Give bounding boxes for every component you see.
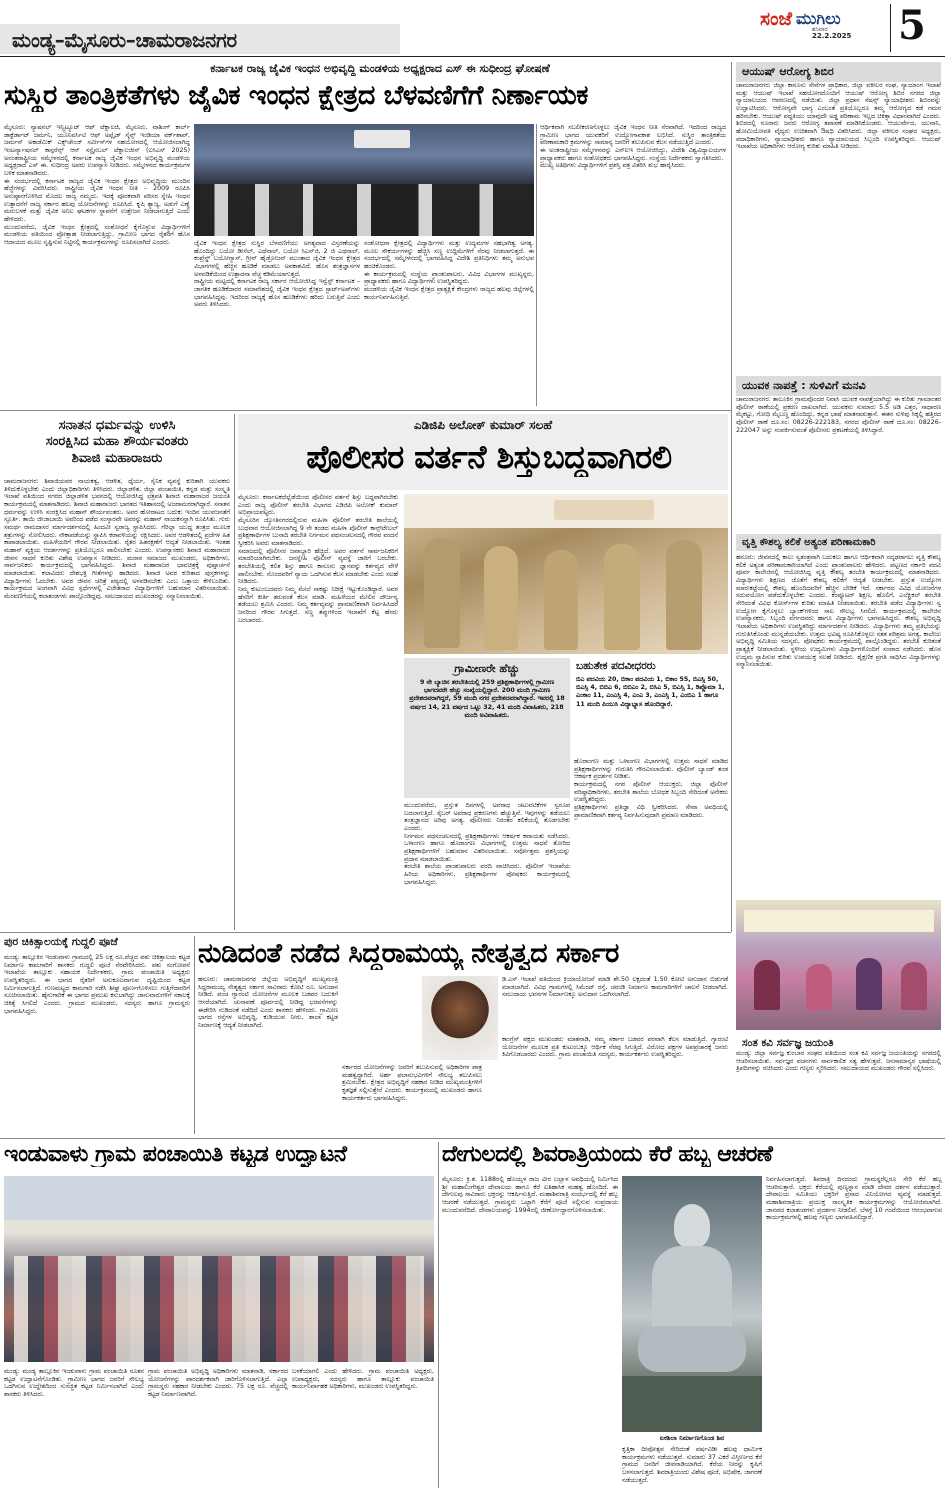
story1-col4: ಆರ್ಥಿಕವಾಗಿ ಸಬಲೀಕರಣಗೊಳ್ಳಲು ಜೈವಿಕ ಇಂಧನ ನೀತಿ ನೆರವಾಗಿದೆ. ಇದರಿಂದ ರಾಜ್ಯದ ಗ್ರಾಮೀಣ ಭಾಗದ ಯುವಕರಿಗೆ ಉದ್ಯೋಗಾವಕಾಶ ಲಭಿಸಿದೆ. ಸುಸ್ಥಿರ ತಾಂತ್ರಿಕತೆಯ ಪರಿಣಾಮಕಾರಿ ಕ್ರಮಗಳನ್ನು ಸಾಮಾನ್ಯ ಜನರಿಗೆ ತಲುಪಿಸುವ ಕೆಲಸ ನಡೆಯುತ್ತಿದೆ ಎಂದರು. ಈ ಅಂತರಾಷ್ಟ್ರೀಯ ಸಮ್ಮೇಳನವನ್ನು ಎನ್‌ಐಇ ಆಯೋಜಿಸಿದ್ದು, ವಿದೇಶಿ ವಿಶ್ವವಿದ್ಯಾಲಯಗಳ ಪ್ರಾಧ್ಯಾಪಕರು ಹಾಗೂ ಸಂಶೋಧಕರು ಭಾಗವಹಿಸಿದ್ದರು. ಸಂಸ್ಥೆಯ ನಿರ್ದೇಶಕರು ಸ್ವಾಗತಿಸಿದರು. ಮುಖ್ಯ ಅತಿಥಿಗಳು ವಿದ್ಯಾರ್ಥಿಗಳಿಗೆ ಪ್ರಶಸ್ತಿ ಪತ್ರ ವಿತರಿಸಿ ಶುಭ ಹಾರೈಸಿದರು. bbox=[540, 124, 726, 170]
induvalu-col3: ಬಳಕೆಯಾಗಲಿ ಎಂದು ಹೇಳಿದರು. ಗ್ರಾಮ ಪಂಚಾಯಿತಿ ಅಧ್ಯಕ್ಷರು, ಉಪಾಧ್ಯಕ್ಷರು, ಸದಸ್ಯರು ಹಾಗೂ ತಾಲ್ಲೂಕು ಪಂಚಾಯಿತಿ ಕಾರ್ಯನಿರ್ವಾಹಕ ಅಧಿಕಾರಿಗಳು, ಮುಖಂಡರು ಉಪಸ್ಥಿತರಿದ್ದರು. bbox=[292, 1368, 434, 1391]
temple-title: ಪುರ ಚಿಕಿತ್ಸಾಲಯಕ್ಕೆ ಗುದ್ದಲಿ ಪೂಜೆ bbox=[4, 936, 118, 948]
rural-stats-box bbox=[404, 658, 570, 798]
police-headline: ಪೊಲೀಸರ ವರ್ತನೆ ಶಿಸ್ತುಬದ್ಧವಾಗಿರಲಿ bbox=[306, 438, 672, 476]
yuvaka-body: ಚಾಮರಾಜನಗರ: ತಾಲೂಕಿನ ಗ್ರಾಮವೊಂದರ ನಿವಾಸಿ ಯುವಕ ನಾಪತ್ತೆಯಾಗಿದ್ದು ಈ ಕುರಿತು ಗ್ರಾಮಾಂತರ ಪೊಲೀಸ್ ಠಾಣೆಯಲ್ಲಿ ಪ್ರಕರಣ ದಾಖಲಾಗಿದೆ. ಯುವಕನು ಸುಮಾರು 5.5 ಅಡಿ ಎತ್ತರ, ಸಾಧಾರಣ ಮೈಕಟ್ಟು, ಗೋಧಿ ಮೈಬಣ್ಣ ಹೊಂದಿದ್ದು, ಕನ್ನಡ ಭಾಷೆ ಮಾತನಾಡುತ್ತಾನೆ. ಈತನ ಸುಳಿವು ಸಿಕ್ಕಲ್ಲಿ ಹತ್ತಿರದ ಪೊಲೀಸ್ ಠಾಣೆ ದೂ.ಸಂ: 08226-222183, ನಗರದ ಪೊಲೀಸ್ ಠಾಣೆ ದೂ.ಸಂ: 08226-222047 ಅನ್ನು ಸಂಪರ್ಕಿಸುವಂತೆ ಪೊಲೀಸರು ಪ್ರಕಟಣೆಯಲ್ಲಿ ತಿಳಿಸಿದ್ದಾರೆ. bbox=[736, 396, 941, 434]
police-col2: ಮುಂದುವರೆದು, ಪ್ರಸ್ತುತ ದಿನಗಳಲ್ಲಿ ಅಪರಾಧ ಚಟುವಟಿಕೆಗಳ ಸ್ವರೂಪ ಬದಲಾಗುತ್ತಿದೆ. ಸೈಬರ್ ಅಪರಾಧ ಪ್ರಕರಣಗಳು ಹೆಚ್ಚುತ್ತಿವೆ. ಇವುಗಳನ್ನು ತಡೆಯಲು ತಂತ್ರಜ್ಞಾನದ ಅರಿವು ಅಗತ್ಯ. ಪೊಲೀಸರು ನಿರಂತರ ಕಲಿಕೆಯಲ್ಲಿ ತೊಡಗಬೇಕು ಎಂದರು. ನಿರ್ಗಮನ ಪಥಸಂಚಲನದಲ್ಲಿ ಪ್ರಶಿಕ್ಷಣಾರ್ಥಿಗಳು ಆಕರ್ಷಕ ಕವಾಯತು ನಡೆಸಿದರು. ಒಳಾಂಗಣ ಹಾಗೂ ಹೊರಾಂಗಣ ವಿಭಾಗಗಳಲ್ಲಿ ಉತ್ತಮ ಸಾಧನೆ ತೋರಿದ ಪ್ರಶಿಕ್ಷಣಾರ್ಥಿಗಳಿಗೆ ಬಹುಮಾನ ವಿತರಿಸಲಾಯಿತು. ಸರ್ವೋತ್ತಮ ಪ್ರಶಸ್ತಿಯನ್ನು ಪ್ರದಾನ ಮಾಡಲಾಯಿತು. ತರಬೇತಿ ಶಾಲೆಯ ಪ್ರಾಂಶುಪಾಲರು ವರದಿ ವಾಚಿಸಿದರು. ಪೊಲೀಸ್ ಇಲಾಖೆಯ ಹಿರಿಯ ಅಧಿಕಾರಿಗಳು, ಪ್ರಶಿಕ್ಷಣಾರ್ಥಿಗಳ ಪೋಷಕರು ಕಾರ್ಯಕ್ರಮದಲ್ಲಿ ಭಾಗವಹಿಸಿದ್ದರು. bbox=[404, 802, 570, 886]
shivaji-title-line1: ಸನಾತನ ಧರ್ಮವನ್ನು ಉಳಿಸಿ bbox=[58, 418, 176, 433]
story1-kicker: ಕರ್ನಾಟಕ ರಾಜ್ಯ ಜೈವಿಕ ಇಂಧನ ಅಭಿವೃದ್ಧಿ ಮಂಡಳಿಯ ಅಧ್ಯಕ್ಷರಾದ ಎಸ್ ಈ ಸುಧೀಂದ್ರ ಘೋಷಣೆ bbox=[210, 62, 550, 75]
masthead-rule bbox=[0, 56, 945, 57]
story1-col1: ಮೈಸೂರು: ನ್ಯಾಷನಲ್ ಇನ್ಸ್ಟಿಟ್ಯೂಟ್ ಆಫ್ ಟೆಕ್ನಾಲಜಿ, ಮೈಸೂರು, ವಾಶಿಂಗ್ ಕಾರ್ಲ್ ಡಾಕ್ಟೆರ್ಡಾಟ್ ಜರ್ಮನಿ, ಯೂನಿವರ್ಸಿಟಿ ಆಫ್ ಅಪ್ಲೈಡ್ ಸೈನ್ಸ್ ಇಂಡಿಯಾ ವರ್ಕ್‌ಶಾಪ್, ಜರ್ಮನ್ ಅಕಾಡೆಮಿಕ್ ಎಕ್ಸ್‌ಚೇಂಜ್ ಸರ್ವೀಸ್‌ಗಳ ಸಹಯೋಗದಲ್ಲಿ ಆಯೋಜಿಸಲಾಗಿದ್ದ ಇಂಟರ್ನ್ಯಾಷನಲ್ ಕಾನ್ಫರೆನ್ಸ್ ಆನ್ ಸಸ್ಟೈನಬಲ್ ಟೆಕ್ನಾಲಜೀಸ್ (ಐಸಿಎಸ್ 2025) ಅನಂತರಾಷ್ಟ್ರೀಯ ಸಮ್ಮೇಳನದಲ್ಲಿ ಕರ್ನಾಟಕ ರಾಜ್ಯ ಜೈವಿಕ ಇಂಧನ ಅಭಿವೃದ್ಧಿ ಮಂಡಳಿಯ ಅಧ್ಯಕ್ಷರಾದ ಎಸ್ ಈ. ಸುಧೀಂದ್ರ ಅವರು ಉಪನ್ಯಾಸ ನೀಡಿದರು. ಸಮ್ಮೇಳನದ ಕಾರ್ಯಕ್ರಮಗಳ ಬಳಿಕ ಮಾತನಾಡಿದರು. ಈ ಸಂದರ್ಭದಲ್ಲಿ ಕರ್ನಾಟಕ ರಾಜ್ಯದ ಜೈವಿಕ ಇಂಧನ ಕ್ಷೇತ್ರದ ಅಭಿವೃದ್ಧಿಯ ಮುಂದಿನ ಹೆಜ್ಜೆಗಳನ್ನು ವಿವರಿಸಿದರು. ರಾಷ್ಟ್ರೀಯ ಜೈವಿಕ ಇಂಧನ ನೀತಿ – 2009 ರೂಪಿಸಿ ಅನುಷ್ಠಾನಗೊಳಿಸಿದ ಮೊದಲ ರಾಜ್ಯ ನಮ್ಮದು. ಇದಕ್ಕೆ ಪೂರಕವಾಗಿ ಪರಿಸರ ಸ್ನೇಹಿ ಇಂಧನ ಉತ್ಪಾದನೆಗೆ ರಾಜ್ಯ ಸರ್ಕಾರ ಹಲವು ಯೋಜನೆಗಳನ್ನು ರೂಪಿಸಿದೆ. ಕೃಷಿ ತ್ಯಾಜ್ಯ, ಅಡುಗೆ ಎಣ್ಣೆ ಮರುಬಳಕೆ ಮತ್ತು ಜೈವಿಕ ಅನಿಲ ಘಟಕಗಳ ಸ್ಥಾಪನೆಗೆ ಉತ್ತೇಜನ ನೀಡಲಾಗುತ್ತಿದೆ ಎಂದು ಹೇಳಿದರು. ಮುಂದುವರೆದು, ಜೈವಿಕ ಇಂಧನ ಕ್ಷೇತ್ರದಲ್ಲಿ ಸಂಶೋಧನೆ ಕೈಗೊಳ್ಳುವ ವಿದ್ಯಾರ್ಥಿಗಳಿಗೆ ಮಂಡಳಿಯ ವತಿಯಿಂದ ಪ್ರೋತ್ಸಾಹ ನೀಡಲಾಗುತ್ತಿದ್ದು, ಗ್ರಾಮೀಣ ಭಾಗದ ರೈತರಿಗೆ ಹೊಸ ಆದಾಯದ ಮೂಲ ಸೃಷ್ಟಿಸುವ ನಿಟ್ಟಿನಲ್ಲಿ ಕಾರ್ಯಕ್ರಮಗಳನ್ನು ರೂಪಿಸಲಾಗಿದೆ ಎಂದರು. bbox=[4, 124, 190, 247]
degree-body: ಬಿಎ ಪದವಿಯ 20, ಬಿಕಾಂ ಪದವಿಯ 1, ಬಿಕಾಂ 55, ಬಿಎಸ್ಸಿ 50, ಬಿಎಸ್ಸಿ 4, ಬಿಬಿಎ 6, ಬಿಬಿಎಂ 2, ಬಿಸಿಎ 5, ಬಿಎಸ್ಸಿ 1, ಡಿಪ್ಲೊಮಾ 1, ಎಂಕಾಂ 11, ಎಂಎಸ್ಸಿ 4, ಎಂಎ 3, ಎಂಎಸ್ಸಿ 1, ಎಂಬಿಎ 1 ಹಾಗೂ 11 ಮಂದಿ ಪಿಯುಸಿ ವಿದ್ಯಾಭ್ಯಾಸ ಹೊಂದಿದ್ದಾರೆ. bbox=[576, 676, 725, 708]
sarvajna-title: ಸಂತ ಕವಿ ಸರ್ವಜ್ಞ ಜಯಂತಿ bbox=[742, 1037, 834, 1049]
masthead-divider bbox=[890, 4, 891, 52]
siddaramaiah-col1: ಹನೂರು: ಚಾಮರಾಜನಗರ ಜಿಲ್ಲೆಯ ಅಭಿವೃದ್ಧಿಗೆ ಮುಖ್ಯಮಂತ್ರಿ ಸಿದ್ದರಾಮಯ್ಯ ನೇತೃತ್ವದ ಸರ್ಕಾರ ಸಾವಿರಾರು ಕೋಟಿ ರೂ. ಅನುದಾನ ನೀಡಿದೆ. ಪಂಚ ಗ್ಯಾರಂಟಿ ಯೋಜನೆಗಳ ಮೂಲಕ ಬಡವರ ಬದುಕಿಗೆ ಆಸರೆಯಾಗಿದೆ. ಚುನಾವಣೆ ಪೂರ್ವದಲ್ಲಿ ನೀಡಿದ್ದ ಭರವಸೆಗಳನ್ನು ಈಡೇರಿಸಿ ನುಡಿದಂತೆ ನಡೆದಿದೆ ಎಂದು ಶಾಸಕರು ಹೇಳಿದರು. ಗ್ರಾಮೀಣ ಭಾಗದ ರಸ್ತೆಗಳ ಅಭಿವೃದ್ಧಿ, ಕುಡಿಯುವ ನೀರು, ಶಾಲಾ ಕಟ್ಟಡ ನಿರ್ಮಾಣಕ್ಕೆ ಆದ್ಯತೆ ನೀಡಲಾಗಿದೆ. bbox=[198, 976, 338, 1030]
shivaratri-col3: ನಿರ್ವಹಿಸಲಾಗುತ್ತದೆ. ಶಿವರಾತ್ರಿ ದಿನದಂದು ಗ್ರಾಮಸ್ಥರೆಲ್ಲರೂ ಸೇರಿ ಕೆರೆ ಹಬ್ಬ ಆಚರಿಸುತ್ತಾರೆ. ಭಕ್ತರು ಕೆರೆಯಲ್ಲಿ ಪುಣ್ಯಸ್ನಾನ ಮಾಡಿ ದೇವರ ದರ್ಶನ ಪಡೆಯುತ್ತಾರೆ. ದೇವಾಲಯ ಸಮಿತಿಯು ಭಕ್ತರಿಗೆ ಪ್ರಸಾದ ವಿನಿಯೋಗದ ವ್ಯವಸ್ಥೆ ಮಾಡುತ್ತದೆ. ಮಹಾಶಿವರಾತ್ರಿಯ ಪ್ರಯುಕ್ತ ಸಾಂಸ್ಕೃತಿಕ ಕಾರ್ಯಕ್ರಮಗಳನ್ನು ಆಯೋಜಿಸಲಾಗಿದೆ. ಜಾನಪದ ಕಲಾತಂಡಗಳು ಪ್ರದರ್ಶನ ನೀಡಲಿವೆ. ಬೆಳಗ್ಗೆ 10 ಗಂಟೆಯಿಂದ ಆರಂಭವಾಗುವ ಕಾರ್ಯಕ್ರಮಗಳಲ್ಲಿ ಹಲವು ಗಣ್ಯರು ಭಾಗವಹಿಸಲಿದ್ದಾರೆ. bbox=[766, 1176, 942, 1222]
induvalu-col1: ಮಂಡ್ಯ: ಮಂಡ್ಯ ತಾಲ್ಲೂಕಿನ ಇಂಡುವಾಳು ಗ್ರಾಮ ಪಂಚಾಯಿತಿ ನೂತನ ಕಟ್ಟಡ ಉದ್ಘಾಟನೆಗೊಂಡಿತು. ಗ್ರಾಮೀಣ ಭಾಗದ ಜನರಿಗೆ ಸೌಲಭ್ಯ ಒದಗಿಸುವ ಉದ್ದೇಶದಿಂದ ಸುಸಜ್ಜಿತ ಕಟ್ಟಡ ನಿರ್ಮಿಸಲಾಗಿದೆ ಎಂದು ಶಾಸಕರು ತಿಳಿಸಿದರು. bbox=[4, 1368, 144, 1399]
shiva-statue-photo bbox=[622, 1176, 762, 1432]
col-rule bbox=[536, 124, 537, 406]
siddaramaiah-col3: ಡಿ.ಎಸ್ ಇಲಾಖೆ ವತಿಯಿಂದ ಕ್ರಿಯಾಯೋಜನೆ ಮಾಡಿ ಶೇ.50 ಲಕ್ಷದಂತೆ 1.50 ಕೋಟಿ ಅನುದಾನ ಬಿಡುಗಡೆ ಮಾಡಲಾಗಿದೆ. ವಿವಿಧ ಗ್ರಾಮಗಳಲ್ಲಿ ಸಿಮೆಂಟ್ ರಸ್ತೆ, ಚರಂಡಿ ನಿರ್ಮಾಣ ಕಾಮಗಾರಿಗಳಿಗೆ ಚಾಲನೆ ನೀಡಲಾಗಿದೆ. ಸಮುದಾಯ ಭವನಗಳ ನಿರ್ಮಾಣಕ್ಕೂ ಅನುದಾನ ಒದಗಿಸಲಾಗಿದೆ. bbox=[502, 976, 728, 999]
shivaratri-col2: ಕೃತ್ತಿಕಾ ದೀಪೋತ್ಸವ ಸೇರಿದಂತೆ ವರ್ಷವಿಡೀ ಹಲವು ಧಾರ್ಮಿಕ ಕಾರ್ಯಕ್ರಮಗಳು ನಡೆಯುತ್ತವೆ. ಸುಮಾರು 37 ಎಕರೆ ವಿಸ್ತೀರ್ಣದ ಕೆರೆ ಗ್ರಾಮದ ಜನರಿಗೆ ಜೀವನಾಡಿಯಾಗಿದೆ. ಕೆರೆಯ ನೀರನ್ನು ಕೃಷಿಗೆ ಬಳಸಲಾಗುತ್ತದೆ. ಶಿವರಾತ್ರಿಯಂದು ವಿಶೇಷ ಪೂಜೆ, ಅಭಿಷೇಕ, ಜಾಗರಣೆ ನಡೆಯುತ್ತದೆ. bbox=[622, 1446, 762, 1484]
issue-day: ಶನಿವಾರ bbox=[812, 26, 828, 33]
section-rule bbox=[0, 1138, 945, 1139]
brand-logo bbox=[760, 6, 900, 32]
col-rule bbox=[234, 414, 235, 930]
story1-col3: ಸಂಶೋಧನಾ ಕ್ಷೇತ್ರದಲ್ಲಿ ವಿದ್ಯಾರ್ಥಿಗಳು ಮತ್ತು ಉದ್ಯಮಗಳ ಸಹಭಾಗಿತ್ವ ಅಗತ್ಯ. ಮೂಲ ಸೌಕರ್ಯಗಳನ್ನು ಹೆಚ್ಚಿಸಿ ಸಣ್ಣ ಉದ್ದಿಮೆಗಳಿಗೆ ನೆರವು ನೀಡಲಾಗುತ್ತದೆ. ಈ ಸಂದರ್ಭದಲ್ಲಿ ಸಮ್ಮೇಳನದಲ್ಲಿ ಭಾಗವಹಿಸಿದ್ದ ವಿದೇಶಿ ಪ್ರತಿನಿಧಿಗಳು ತಮ್ಮ ಅನುಭವ ಹಂಚಿಕೊಂಡರು. ಈ ಕಾರ್ಯಕ್ರಮದಲ್ಲಿ ಸಂಸ್ಥೆಯ ಪ್ರಾಂಶುಪಾಲರು, ವಿವಿಧ ವಿಭಾಗಗಳ ಮುಖ್ಯಸ್ಥರು, ಪ್ರಾಧ್ಯಾಪಕರು ಹಾಗೂ ವಿದ್ಯಾರ್ಥಿಗಳು ಉಪಸ್ಥಿತರಿದ್ದರು. ಮಂಡಳಿಯ ಜೈವಿಕ ಇಂಧನ ಕ್ಷೇತ್ರದ ಪ್ರಾತ್ಯಕ್ಷಿಕೆ ಕೇಂದ್ರಗಳು ರಾಜ್ಯದ ಹಲವು ಜಿಲ್ಲೆಗಳಲ್ಲಿ ಕಾರ್ಯನಿರ್ವಹಿಸುತ್ತಿವೆ. bbox=[364, 240, 534, 301]
mla-portrait bbox=[422, 976, 498, 1060]
page-number: 5 bbox=[898, 2, 926, 49]
induvalu-col2: ಗ್ರಾಮ ಪಂಚಾಯಿತಿ ಅಭಿವೃದ್ಧಿ ಅಧಿಕಾರಿಗಳು ಮಾತನಾಡಿ, ಸರ್ಕಾರದ ಯೋಜನೆಗಳನ್ನು ಪಾರದರ್ಶಕವಾಗಿ ಜಾರಿಗೊಳಿಸಲಾಗುತ್ತಿದೆ. ಎಲ್ಲಾ ಗ್ರಾಮಸ್ಥರು ಸಹಕಾರ ನೀಡಬೇಕು ಎಂದರು. 75 ಲಕ್ಷ ರೂ. ವೆಚ್ಚದಲ್ಲಿ ಕಟ್ಟಡ ನಿರ್ಮಾಣವಾಗಿದೆ. bbox=[148, 1368, 288, 1399]
ayush-title: ಆಯುಷ್ ಆರೋಗ್ಯ ಶಿಬಿರ bbox=[736, 62, 941, 82]
story1-col2: ಜೈವಿಕ ಇಂಧನ ಕ್ಷೇತ್ರದ ಸುಸ್ಥಿರ ಬೆಳವಣಿಗೆಯು ಅಗತ್ಯವಾದ ವಿಸ್ತರಣೆಯನ್ನು ಹೊಂದಿದ್ದು ಬಯೋ ಡೀಸೆಲ್, ಎಥೆನಾಲ್, ಬಯೋ ಸಿಎನ್‌ಜಿ, 2 ಜಿ ಎಥನಾಲ್, ಕಂಪ್ರೆಸ್ಡ್ ಬಯೋಗ್ಯಾಸ್, ಗ್ರೀನ್ ಹೈಡ್ರೋಜನ್ ಮುಂತಾದ ಜೈವಿಕ ಇಂಧನ ಕ್ಷೇತ್ರದ ವಿಭಾಗಗಳಲ್ಲಿ ಹೆಚ್ಚಿನ ಹೂಡಿಕೆ ಮಾಡಲು ಅವಕಾಶವಿದೆ. ಹೊಸ ತಂತ್ರಜ್ಞಾನಗಳ ಅಳವಡಿಕೆಯಿಂದ ಉತ್ಪಾದನಾ ವೆಚ್ಚ ಕಡಿಮೆಯಾಗುತ್ತದೆ. ರಾಷ್ಟ್ರೀಯ ಮಟ್ಟದಲ್ಲಿ ಕರ್ನಾಟಕ ರಾಜ್ಯ ಸರ್ಕಾರ ಆಯೋಜಿಸಿದ್ದ ಇನ್ವೆಸ್ಟ್ ಕರ್ನಾಟಕ – ಜಾಗತಿಕ ಹೂಡಿಕೆದಾರರ ಸಮಾವೇಶದಲ್ಲಿ ಜೈವಿಕ ಇಂಧನ ಕ್ಷೇತ್ರದ ಸ್ಟಾರ್ಟ್‌ಅಪ್‌ಗಳು ಭಾಗವಹಿಸಿದ್ದವು. ಇದರಿಂದ ರಾಜ್ಯಕ್ಕೆ ಹೊಸ ಹೂಡಿಕೆಗಳು ಹರಿದು ಬರುತ್ತಿವೆ ಎಂದು ಅವರು ತಿಳಿಸಿದರು. bbox=[194, 240, 360, 309]
siddaramaiah-col4: ಕಾಂಗ್ರೆಸ್ ಪಕ್ಷದ ಮುಖಂಡರು ಮಾತನಾಡಿ, ನಮ್ಮ ಸರ್ಕಾರ ಬಡವರ ಪರವಾಗಿ ಕೆಲಸ ಮಾಡುತ್ತಿದೆ. ಗ್ಯಾರಂಟಿ ಯೋಜನೆಗಳ ಮೂಲಕ ಪ್ರತಿ ಕುಟುಂಬಕ್ಕೂ ಆರ್ಥಿಕ ನೆರವು ಸಿಗುತ್ತಿದೆ. ವಿರೋಧ ಪಕ್ಷಗಳ ಅಪಪ್ರಚಾರಕ್ಕೆ ಜನರು ಕಿವಿಗೊಡಬಾರದು ಎಂದರು. ಗ್ರಾಮ ಪಂಚಾಯಿತಿ ಸದಸ್ಯರು, ಕಾರ್ಯಕರ್ತರು ಉಪಸ್ಥಿತರಿದ್ದರು. bbox=[502, 1036, 728, 1059]
shivaji-body: ಚಾಮರಾಜನಗರ: ಶಿವಾಜಿಯವರ ನಾಯಕತ್ವ, ಆಡಳಿತ, ಧೈರ್ಯ, ಸೈನಿಕ ವ್ಯವಸ್ಥೆ ಕುರಿತಾಗಿ ಯುವಕರು ತಿಳಿದುಕೊಳ್ಳಬೇಕು ಎಂದು ಜಿಲ್ಲಾಧಿಕಾರಿಗಳು ತಿಳಿಸಿದರು. ಜಿಲ್ಲಾಡಳಿತ, ಜಿಲ್ಲಾ ಪಂಚಾಯಿತಿ, ಕನ್ನಡ ಮತ್ತು ಸಂಸ್ಕೃತಿ ಇಲಾಖೆ ವತಿಯಿಂದ ನಗರದ ಜಿಲ್ಲಾಡಳಿತ ಭವನದಲ್ಲಿ ಆಯೋಜಿಸಿದ್ದ ಛತ್ರಪತಿ ಶಿವಾಜಿ ಮಹಾರಾಜರ ಜಯಂತಿ ಕಾರ್ಯಕ್ರಮದಲ್ಲಿ ಮಾತನಾಡಿದರು. ಶಿವಾಜಿ ಮಹಾರಾಜರು ಭಾರತದ ಇತಿಹಾಸದಲ್ಲಿ ಅಜರಾಮರರಾಗಿದ್ದಾರೆ. ಸನಾತನ ಧರ್ಮವನ್ನು ಉಳಿಸಿ ಸಂರಕ್ಷಿಸಿದ ಮಹಾನ್ ಶೌರ್ಯವಂತರು. ಅವರ ಹೋರಾಟದ ಬದುಕು ಇಂದಿನ ಯುವಜನತೆಗೆ ಸ್ಫೂರ್ತಿ. ತಾಯಿ ಜೀಜಾಬಾಯಿ ಅವರಿಂದ ಪಡೆದ ಸಂಸ್ಕಾರವೇ ಅವರನ್ನು ಮಹಾನ್ ನಾಯಕನನ್ನಾಗಿ ರೂಪಿಸಿತು. ಗುರು ಸಮರ್ಥ ರಾಮದಾಸರ ಮಾರ್ಗದರ್ಶನದಲ್ಲಿ ಹಿಂದವೀ ಸ್ವರಾಜ್ಯ ಸ್ಥಾಪಿಸಿದರು. ಗೆರಿಲ್ಲಾ ಯುದ್ಧ ತಂತ್ರದ ಮೂಲಕ ಶತ್ರುಗಳನ್ನು ಸೋಲಿಸಿದರು. ನೌಕಾಪಡೆಯನ್ನು ಸ್ಥಾಪಿಸಿ ಕರಾವಳಿಯನ್ನು ರಕ್ಷಿಸಿದರು. ಅವರ ಆಡಳಿತದಲ್ಲಿ ಪ್ರಜೆಗಳ ಹಿತ ಕಾಪಾಡಲಾಯಿತು. ಮಹಿಳೆಯರಿಗೆ ಗೌರವ ನೀಡಲಾಯಿತು. ರೈತರ ಹಿತರಕ್ಷಣೆಗೆ ಆದ್ಯತೆ ನೀಡಲಾಯಿತು. ಇಂತಹ ಮಹಾನ್ ವ್ಯಕ್ತಿಯ ಆದರ್ಶಗಳನ್ನು ಪ್ರತಿಯೊಬ್ಬರೂ ಪಾಲಿಸಬೇಕು ಎಂದರು. ಉಪನ್ಯಾಸಕರು ಶಿವಾಜಿ ಮಹಾರಾಜರ ಜೀವನ ಸಾಧನೆ ಕುರಿತು ವಿಶೇಷ ಉಪನ್ಯಾಸ ನೀಡಿದರು. ಮರಾಠ ಸಮಾಜದ ಮುಖಂಡರು, ಅಧಿಕಾರಿಗಳು, ಸಾರ್ವಜನಿಕರು ಕಾರ್ಯಕ್ರಮದಲ್ಲಿ ಭಾಗವಹಿಸಿದ್ದರು. ಶಿವಾಜಿ ಮಹಾರಾಜರ ಭಾವಚಿತ್ರಕ್ಕೆ ಪುಷ್ಪಾರ್ಚನೆ ಮಾಡಲಾಯಿತು. ಕಲಾವಿದರು ದೇಶಭಕ್ತಿ ಗೀತೆಗಳನ್ನು ಹಾಡಿದರು. ಶಿವಾಜಿ ಅವರ ಕುರಿತಾದ ಪುಸ್ತಕಗಳನ್ನು ವಿದ್ಯಾರ್ಥಿಗಳು ಓದಬೇಕು. ಅವರ ಜೀವನ ಚರಿತ್ರೆ ಪಠ್ಯದಲ್ಲಿ ಅಳವಡಿಸಬೇಕು ಎಂಬ ಒತ್ತಾಯ ಕೇಳಿಬಂದಿತು. ಕಾರ್ಯಕ್ರಮದ ಅಂಗವಾಗಿ ವಿವಿಧ ಸ್ಪರ್ಧೆಗಳಲ್ಲಿ ವಿಜೇತರಾದ ವಿದ್ಯಾರ್ಥಿಗಳಿಗೆ ಬಹುಮಾನ ವಿತರಿಸಲಾಯಿತು. ಮೆರವಣಿಗೆಯಲ್ಲಿ ಕಲಾತಂಡಗಳು ಪಾಲ್ಗೊಂಡಿದ್ದವು. ಸಮುದಾಯದ ಮುಖಂಡರನ್ನು ಸನ್ಮಾನಿಸಲಾಯಿತು. bbox=[4, 478, 230, 601]
vrutti-title: ವೃತ್ತಿ ಕೌಶಲ್ಯ ಕಲಿಕೆ ಅತ್ಯಂತ ಪರಿಣಾಮಕಾರಿ bbox=[736, 534, 941, 551]
shivaji-title bbox=[4, 418, 230, 467]
shivaratri-headline: ದೇಗುಲದಲ್ಲಿ ಶಿವರಾತ್ರಿಯಂದು ಕೆರೆ ಹಬ್ಬ ಆಚರಣೆ bbox=[442, 1142, 773, 1167]
section-rule bbox=[0, 410, 731, 411]
shivaratri-col1: ಮೈಸೂರು: ಕ್ರಿ.ಶ. 1188ರಲ್ಲಿ ಹೊಯ್ಸಳ ರಾಜ ವೀರ ಬಲ್ಲಾಳ ಅವಧಿಯಲ್ಲಿ ನಿರ್ಮಿಸಿದ ಶ್ರೀ ಮಹಾಲಿಂಗೇಶ್ವರ ದೇವಾಲಯ ಹಾಗೂ ಕೆರೆ ಐತಿಹಾಸಿಕ ಮಹತ್ವ ಹೊಂದಿದೆ. ಈ ದೇಗುಲವು ಸಾವಿರಾರು ಭಕ್ತರನ್ನು ಆಕರ್ಷಿಸುತ್ತಿದೆ. ಮಹಾಶಿವರಾತ್ರಿ ಸಂದರ್ಭದಲ್ಲಿ ಕೆರೆ ಹಬ್ಬ ಆಚರಣೆ ನಡೆಯುತ್ತದೆ. ಗ್ರಾಮಸ್ಥರು ಒಟ್ಟಾಗಿ ಕೆರೆಗೆ ಪೂಜೆ ಸಲ್ಲಿಸುವ ಸಂಪ್ರದಾಯ ಮುಂದುವರೆದಿದೆ. ದೇವಾಲಯವನ್ನು 1994ರಲ್ಲಿ ಜೀರ್ಣೋದ್ಧಾರಗೊಳಿಸಲಾಯಿತು. bbox=[442, 1176, 618, 1214]
col-rule bbox=[438, 1142, 439, 1488]
issue-date: 22.2.2025 bbox=[812, 32, 852, 40]
rural-stats-title: ಗ್ರಾಮೀಣರೇ ಹೆಚ್ಚು bbox=[454, 662, 520, 675]
section-name: ಮಂಡ್ಯ–ಮೈಸೂರು–ಚಾಮರಾಜನಗರ bbox=[12, 28, 237, 52]
sarvajna-photo bbox=[736, 900, 941, 1030]
story1-headline: ಸುಸ್ಥಿರ ತಾಂತ್ರಿಕತೆಗಳು ಜೈವಿಕ ಇಂಧನ ಕ್ಷೇತ್ರದ ಬೆಳವಣಿಗೆಗೆ ನಿರ್ಣಾಯಕ bbox=[4, 80, 588, 111]
brand-name-b: ಮುಗಿಲು bbox=[796, 9, 841, 28]
section-rule bbox=[0, 932, 731, 933]
temple-body: ಮಂಡ್ಯ: ತಾಲ್ಲೂಕಿನ ಇಂಡುವಾಳು ಗ್ರಾಮದಲ್ಲಿ 25 ಲಕ್ಷ ರೂ.ವೆಚ್ಚದ ಪಶು ಚಿಕಿತ್ಸಾಲಯ ಕಟ್ಟಡ ನಿರ್ಮಾಣ ಕಾಮಗಾರಿಗೆ ಶಾಸಕರು ಗುದ್ದಲಿ ಪೂಜೆ ನೆರವೇರಿಸಿದರು. ಪಶು ಸಂಗೋಪನೆ ಇಲಾಖೆಯ ತಾಲ್ಲೂಕು ಸಹಾಯಕ ನಿರ್ದೇಶಕರು, ಗ್ರಾಮ ಪಂಚಾಯಿತಿ ಅಧ್ಯಕ್ಷರು ಉಪಸ್ಥಿತರಿದ್ದರು. ಈ ಭಾಗದ ರೈತರಿಗೆ ಅನುಕೂಲವಾಗುವ ದೃಷ್ಟಿಯಿಂದ ಕಟ್ಟಡ ನಿರ್ಮಿಸಲಾಗುತ್ತಿದೆ. ಗುಣಮಟ್ಟದ ಕಾಮಗಾರಿ ನಡೆಸಿ ಶೀಘ್ರ ಪೂರ್ಣಗೊಳಿಸಲು ಗುತ್ತಿಗೆದಾರರಿಗೆ ಸೂಚಿಸಲಾಯಿತು. ಹೈನುಗಾರಿಕೆ ಈ ಭಾಗದ ಪ್ರಮುಖ ಕಸುಬಾಗಿದ್ದು ಜಾನುವಾರುಗಳಿಗೆ ಸಕಾಲಕ್ಕೆ ಚಿಕಿತ್ಸೆ ಸಿಗಲಿದೆ ಎಂದರು. ಗ್ರಾಮದ ಮುಖಂಡರು, ಸದಸ್ಯರು ಹಾಗೂ ಗ್ರಾಮಸ್ಥರು ಭಾಗವಹಿಸಿದ್ದರು. bbox=[4, 954, 190, 1015]
shivaji-title-line2: ಸಂರಕ್ಷಿಸಿದ ಮಹಾ ಶೌರ್ಯವಂತರು bbox=[45, 434, 189, 450]
police-col3: ಹೊರಾಂಗಣ ಮತ್ತು ಒಳಾಂಗಣ ವಿಭಾಗಗಳಲ್ಲಿ ಉತ್ತಮ ಸಾಧನೆ ಮಾಡಿದ ಪ್ರಶಿಕ್ಷಣಾರ್ಥಿಗಳನ್ನು ಗುರುತಿಸಿ ಗೌರವಿಸಲಾಯಿತು. ಪೊಲೀಸ್ ಬ್ಯಾಂಡ್ ತಂಡ ಆಕರ್ಷಕ ಪ್ರದರ್ಶನ ನೀಡಿತು. ಕಾರ್ಯಕ್ರಮದಲ್ಲಿ ನಗರ ಪೊಲೀಸ್ ಆಯುಕ್ತರು, ಜಿಲ್ಲಾ ಪೊಲೀಸ್ ವರಿಷ್ಠಾಧಿಕಾರಿಗಳು, ತರಬೇತಿ ಶಾಲೆಯ ಬೋಧಕ ಸಿಬ್ಬಂದಿ ಸೇರಿದಂತೆ ಅನೇಕರು ಉಪಸ್ಥಿತರಿದ್ದರು. ಪ್ರಶಿಕ್ಷಣಾರ್ಥಿಗಳು ಪ್ರತಿಜ್ಞಾ ವಿಧಿ ಸ್ವೀಕರಿಸಿದರು. ಸೇವಾ ಅವಧಿಯಲ್ಲಿ ಪ್ರಾಮಾಣಿಕವಾಗಿ ಕರ್ತವ್ಯ ನಿರ್ವಹಿಸುವುದಾಗಿ ಪ್ರಮಾಣ ಮಾಡಿದರು. bbox=[574, 758, 728, 819]
police-kicker: ಎಡಿಜಿಪಿ ಅಲೋಕ್ ಕುಮಾರ್ ಸಲಹೆ bbox=[413, 418, 553, 432]
vrutti-body: ಹನೂರು: ಜೀವನದಲ್ಲಿ ಕಾಲು ಸ್ವತಂತ್ರವಾಗಿ ಬದುಕಲು ಹಾಗೂ ಆರ್ಥಿಕವಾಗಿ ಸದೃಢರಾಗಲು ವೃತ್ತಿ ಕೌಶಲ್ಯ ಕಲಿಕೆ ಅತ್ಯಂತ ಪರಿಣಾಮಕಾರಿಯಾಗಿದೆ ಎಂದು ಪ್ರಾಂಶುಪಾಲರು ಹೇಳಿದರು. ಪಟ್ಟಣದ ಸರ್ಕಾರಿ ಪದವಿ ಪೂರ್ವ ಕಾಲೇಜಿನಲ್ಲಿ ಆಯೋಜಿಸಿದ್ದ ವೃತ್ತಿ ಕೌಶಲ್ಯ ತರಬೇತಿ ಕಾರ್ಯಕ್ರಮದಲ್ಲಿ ಮಾತನಾಡಿದರು. ವಿದ್ಯಾರ್ಥಿಗಳು ಶಿಕ್ಷಣದ ಜೊತೆಗೆ ಕೌಶಲ್ಯ ಕಲಿಕೆಗೆ ಆದ್ಯತೆ ನೀಡಬೇಕು. ಪ್ರಸ್ತುತ ಉದ್ಯೋಗ ಮಾರುಕಟ್ಟೆಯಲ್ಲಿ ಕೌಶಲ್ಯ ಹೊಂದಿದವರಿಗೆ ಹೆಚ್ಚಿನ ಬೇಡಿಕೆ ಇದೆ. ಸರ್ಕಾರದ ವಿವಿಧ ಯೋಜನೆಗಳ ಸದುಪಯೋಗ ಪಡೆದುಕೊಳ್ಳಬೇಕು ಎಂದರು. ಕಂಪ್ಯೂಟರ್ ಶಿಕ್ಷಣ, ಹೊಲಿಗೆ, ಎಲೆಕ್ಟ್ರಿಕಲ್ ತರಬೇತಿ ಸೇರಿದಂತೆ ವಿವಿಧ ಕೋರ್ಸ್‌ಗಳ ಕುರಿತು ಮಾಹಿತಿ ನೀಡಲಾಯಿತು. ತರಬೇತಿ ಪಡೆದ ವಿದ್ಯಾರ್ಥಿಗಳು ಸ್ವ ಉದ್ಯೋಗ ಕೈಗೊಳ್ಳಲು ಬ್ಯಾಂಕ್‌ಗಳಿಂದ ಸಾಲ ಸೌಲಭ್ಯ ಸಿಗಲಿದೆ. ಕಾರ್ಯಕ್ರಮದಲ್ಲಿ ಕಾಲೇಜಿನ ಉಪನ್ಯಾಸಕರು, ಸಿಬ್ಬಂದಿ ವರ್ಗದವರು ಹಾಗೂ ವಿದ್ಯಾರ್ಥಿಗಳು ಭಾಗವಹಿಸಿದ್ದರು. ಕೌಶಲ್ಯ ಅಭಿವೃದ್ಧಿ ಇಲಾಖೆಯ ಅಧಿಕಾರಿಗಳು ಉಪಸ್ಥಿತರಿದ್ದು ಮಾರ್ಗದರ್ಶನ ನೀಡಿದರು. ವಿದ್ಯಾರ್ಥಿಗಳು ತಮ್ಮ ಪ್ರತಿಭೆಯನ್ನು ಗುರುತಿಸಿಕೊಂಡು ಮುನ್ನಡೆಯಬೇಕು. ಉತ್ತಮ ಭವಿಷ್ಯ ರೂಪಿಸಿಕೊಳ್ಳಲು ಸತತ ಪರಿಶ್ರಮ ಅಗತ್ಯ. ಕಾಲೇಜು ಅಭಿವೃದ್ಧಿ ಸಮಿತಿಯ ಸದಸ್ಯರು, ಪೋಷಕರು ಕಾರ್ಯಕ್ರಮದಲ್ಲಿ ಪಾಲ್ಗೊಂಡಿದ್ದರು. ತರಬೇತಿ ಕುರಿತಂತೆ ಪ್ರಾತ್ಯಕ್ಷಿಕೆ ನೀಡಲಾಯಿತು. ಸ್ಥಳೀಯ ಉದ್ಯಮಿಗಳು ವಿದ್ಯಾರ್ಥಿಗಳೊಂದಿಗೆ ಸಂವಾದ ನಡೆಸಿದರು. ಹೊಸ ಉದ್ಯಮ ಸ್ಥಾಪಿಸುವ ಕುರಿತು ಉಪಯುಕ್ತ ಸಲಹೆ ನೀಡಿದರು. ಶೈಕ್ಷಣಿಕ ಪ್ರಗತಿ ಸಾಧಿಸಿದ ವಿದ್ಯಾರ್ಥಿಗಳನ್ನು ಸನ್ಮಾನಿಸಲಾಯಿತು. bbox=[736, 554, 941, 669]
degree-title: ಬಹುತೇಕ ಪದವೀಧರರು bbox=[576, 660, 656, 672]
conference-photo bbox=[194, 124, 534, 236]
shivaji-title-line3: ಶಿವಾಜಿ ಮಹಾರಾಜರು bbox=[71, 450, 163, 466]
col-rule bbox=[194, 936, 195, 1134]
police-photo bbox=[404, 494, 728, 654]
rural-stats-body: 9 ನೇ ಬ್ಯಾಚಿನ ತರಬೇತಿಯಲ್ಲಿ 259 ಪ್ರಶಿಕ್ಷಣಾರ್ಥಿಗಳಲ್ಲಿ ಗ್ರಾಮೀಣ ಭಾಗದವರೇ ಹೆಚ್ಚು ಸಂಖ್ಯೆಯಲ್ಲಿದ್ದಾರೆ. 200 ಮಂದಿ ಗ್ರಾಮೀಣ ಪ್ರದೇಶದವರಾಗಿದ್ದರೆ, 59 ಮಂದಿ ನಗರ ಪ್ರದೇಶದವರಾಗಿದ್ದಾರೆ. ಇವರಲ್ಲಿ 18 ವರ್ಷದ 14, 21 ವರ್ಷದ ಒಟ್ಟು 32, 41 ಮಂದಿ ವಿವಾಹಿತರು, 218 ಮಂದಿ ಅವಿವಾಹಿತರು. bbox=[409, 679, 565, 719]
sarvajna-body: ಮಂಡ್ಯ: ಜಿಲ್ಲಾ ಸರ್ವಜ್ಞ ಕುಂಬಾರ ಸಂಘದ ವತಿಯಿಂದ ಸಂತ ಕವಿ ಸರ್ವಜ್ಞ ಜಯಂತಿಯನ್ನು ನಗರದಲ್ಲಿ ಆಚರಿಸಲಾಯಿತು. ಸರ್ವಜ್ಞರ ವಚನಗಳು ಸಾರ್ವಕಾಲಿಕ ಸತ್ಯ ಹೇಳುತ್ತವೆ. ಜನಸಾಮಾನ್ಯರ ಭಾಷೆಯಲ್ಲಿ ತ್ರಿಪದಿಗಳನ್ನು ರಚಿಸಿದರು ಎಂದು ಗಣ್ಯರು ಸ್ಮರಿಸಿದರು. ಸಮುದಾಯದ ಮುಖಂಡರು ಗೌರವ ಸಲ್ಲಿಸಿದರು. bbox=[736, 1050, 941, 1073]
brand-name-a: ಸಂಜೆ bbox=[760, 8, 793, 30]
siddaramaiah-headline: ನುಡಿದಂತೆ ನಡೆದ ಸಿದ್ದರಾಮಯ್ಯ ನೇತೃತ್ವದ ಸರ್ಕಾರ bbox=[198, 938, 619, 969]
yuvaka-title: ಯುವಕ ನಾಪತ್ತೆ : ಸುಳಿವಿಗೆ ಮನವಿ bbox=[736, 376, 941, 396]
col-rule bbox=[731, 62, 732, 932]
induvalu-headline: ಇಂಡುವಾಳು ಗ್ರಾಮ ಪಂಚಾಯಿತಿ ಕಟ್ಟಡ ಉದ್ಘಾಟನೆ bbox=[4, 1142, 347, 1167]
police-col1: ಮೈಸೂರು: ಕರ್ನಾಟಕದೆಲ್ಲೆಡೆಯಿಂದ ಪೊಲೀಸರ ವರ್ತನೆ ಶಿಸ್ತು ಬದ್ಧವಾಗಿರಬೇಕು ಎಂದು ರಾಜ್ಯ ಪೊಲೀಸ್ ತರಬೇತಿ ವಿಭಾಗದ ಎಡಿಜಿಪಿ ಅಲೋಕ್ ಕುಮಾರ್ ಅಭಿಪ್ರಾಯಪಟ್ಟರು. ಮೈಸೂರಿನ ಜ್ಯೋತಿನಗರದಲ್ಲಿರುವ ಮಹಿಳಾ ಪೊಲೀಸ್ ತರಬೇತಿ ಶಾಲೆಯಲ್ಲಿ ಬುಧವಾರ ಆಯೋಜಿಸಲಾಗಿದ್ದ 9 ನೇ ತಂಡದ ಮಹಿಳಾ ಪೊಲೀಸ್ ಕಾನ್ಸ್‌ಟೇಬಲ್ ಪ್ರಶಿಕ್ಷಣಾರ್ಥಿಗಳ ಬುನಾದಿ ತರಬೇತಿ ನಿರ್ಗಮನ ಪಥಸಂಚಲನದಲ್ಲಿ ಗೌರವ ವಂದನೆ ಸ್ವೀಕರಿಸಿ ಅವರು ಮಾತನಾಡಿದರು. ಸಮಾಜದಲ್ಲಿ ಪೊಲೀಸರ ಜವಾಬ್ದಾರಿ ಹೆಚ್ಚಿದೆ. ಅವರ ವರ್ತನೆ ಸಾರ್ವಜನಿಕರಿಗೆ ಮಾದರಿಯಾಗಿರಬೇಕು. ಜನಸ್ನೇಹಿ ಪೊಲೀಸ್ ವ್ಯವಸ್ಥೆ ಜಾರಿಗೆ ಬರಬೇಕು. ತರಬೇತಿಯಲ್ಲಿ ಕಲಿತ ಶಿಸ್ತು ಹಾಗೂ ಕಾನೂನು ಜ್ಞಾನವನ್ನು ಕರ್ತವ್ಯದ ವೇಳೆ ಪಾಲಿಸಬೇಕು. ನೊಂದವರಿಗೆ ನ್ಯಾಯ ಒದಗಿಸುವ ಕೆಲಸ ಮಾಡಬೇಕು ಎಂದು ಸಲಹೆ ನೀಡಿದರು. ನಿಮ್ಮ ಕುಟುಂಬದವರು ನಿಮ್ಮ ಮೇಲೆ ಸಾಕಷ್ಟು ನಿರೀಕ್ಷೆ ಇಟ್ಟುಕೊಂಡಿದ್ದಾರೆ. ಅವರ ಹೆಸರಿಗೆ ಕೀರ್ತಿ ತರುವಂತೆ ಕೆಲಸ ಮಾಡಿ. ಮಹಿಳೆಯರ ಮೇಲಿನ ದೌರ್ಜನ್ಯ ತಡೆಯಲು ಶ್ರಮಿಸಿ ಎಂದರು. ನಿಮ್ಮ ಕರ್ತವ್ಯವನ್ನು ಪ್ರಾಮಾಣಿಕವಾಗಿ ನಿರ್ವಹಿಸಿದರೆ ಜನರಿಂದ ಗೌರವ ಸಿಗುತ್ತದೆ. ಸಣ್ಣ ತಪ್ಪುಗಳಿಂದ ಇಲಾಖೆಗೆ ಕೆಟ್ಟ ಹೆಸರು ಬರಬಾರದು. bbox=[238, 494, 398, 624]
siddaramaiah-col2: ಸರ್ಕಾರದ ಯೋಜನೆಗಳನ್ನು ಜನರಿಗೆ ತಲುಪಿಸುವಲ್ಲಿ ಅಧಿಕಾರಿಗಳ ಪಾತ್ರ ಮಹತ್ವದ್ದಾಗಿದೆ. ಅರ್ಹ ಫಲಾನುಭವಿಗಳಿಗೆ ಸೌಲಭ್ಯ ತಲುಪಿಸಲು ಶ್ರಮಿಸಬೇಕು. ಕ್ಷೇತ್ರದ ಅಭಿವೃದ್ಧಿಗೆ ಸಹಕಾರ ನೀಡಿದ ಮುಖ್ಯಮಂತ್ರಿಗಳಿಗೆ ಕೃತಜ್ಞತೆ ಸಲ್ಲಿಸುತ್ತೇನೆ ಎಂದರು. ಕಾರ್ಯಕ್ರಮದಲ್ಲಿ ಮುಖಂಡರು ಹಾಗೂ ಕಾರ್ಯಕರ್ತರು ಭಾಗವಹಿಸಿದ್ದರು. bbox=[342, 1064, 482, 1102]
degree-box bbox=[574, 658, 728, 754]
shiva-photo-caption: ಏಕಶಿಲಾ ನಿರ್ಮಾಣಗೊಂಡ ಶಿವ bbox=[659, 1434, 725, 1442]
ayush-body: ಚಾಮರಾಜನಗರ: ಜಿಲ್ಲಾ ಕಾನೂನು ಸೇವೆಗಳ ಪ್ರಾಧಿಕಾರ, ಜಿಲ್ಲಾ ವಕೀಲರ ಸಂಘ, ನ್ಯಾಯಾಂಗ ಇಲಾಖೆ ಮತ್ತು ಆಯುಷ್ ಇಲಾಖೆ ಸಹಯೋಗದೊಂದಿಗೆ ಆಯುಷ್ ಆರೋಗ್ಯ ಶಿಬಿರ ನಗರದ ಜಿಲ್ಲಾ ನ್ಯಾಯಾಲಯದ ಆವರಣದಲ್ಲಿ ನಡೆಯಿತು. ಜಿಲ್ಲಾ ಪ್ರಧಾನ ಸೆಷನ್ಸ್ ನ್ಯಾಯಾಧೀಶರು ಶಿಬಿರವನ್ನು ಉದ್ಘಾಟಿಸಿದರು. ಆರೋಗ್ಯವೇ ಭಾಗ್ಯ ಎಂಬಂತೆ ಪ್ರತಿಯೊಬ್ಬರೂ ತಮ್ಮ ಆರೋಗ್ಯದ ಕಡೆ ಗಮನ ಹರಿಸಬೇಕು. ಆಯುಷ್ ಪದ್ಧತಿಯು ಯಾವುದೇ ಅಡ್ಡ ಪರಿಣಾಮ ಇಲ್ಲದ ಚಿಕಿತ್ಸಾ ವಿಧಾನವಾಗಿದೆ ಎಂದರು. ಶಿಬಿರದಲ್ಲಿ ನೂರಾರು ಜನರು ಆರೋಗ್ಯ ತಪಾಸಣೆ ಮಾಡಿಸಿಕೊಂಡರು. ಆಯುರ್ವೇದ, ಯುನಾನಿ, ಹೋಮಿಯೋಪತಿ ವೈದ್ಯರು ಉಚಿತವಾಗಿ ಔಷಧಿ ವಿತರಿಸಿದರು. ಜಿಲ್ಲಾ ವಕೀಲರ ಸಂಘದ ಅಧ್ಯಕ್ಷರು, ಪದಾಧಿಕಾರಿಗಳು, ನ್ಯಾಯಾಧೀಶರು ಹಾಗೂ ನ್ಯಾಯಾಲಯದ ಸಿಬ್ಬಂದಿ ಉಪಸ್ಥಿತರಿದ್ದರು. ಆಯುಷ್ ಇಲಾಖೆಯ ಅಧಿಕಾರಿಗಳು ಆರೋಗ್ಯ ಕುರಿತು ಮಾಹಿತಿ ನೀಡಿದರು. bbox=[736, 82, 941, 151]
panchayat-group-photo bbox=[4, 1176, 434, 1362]
